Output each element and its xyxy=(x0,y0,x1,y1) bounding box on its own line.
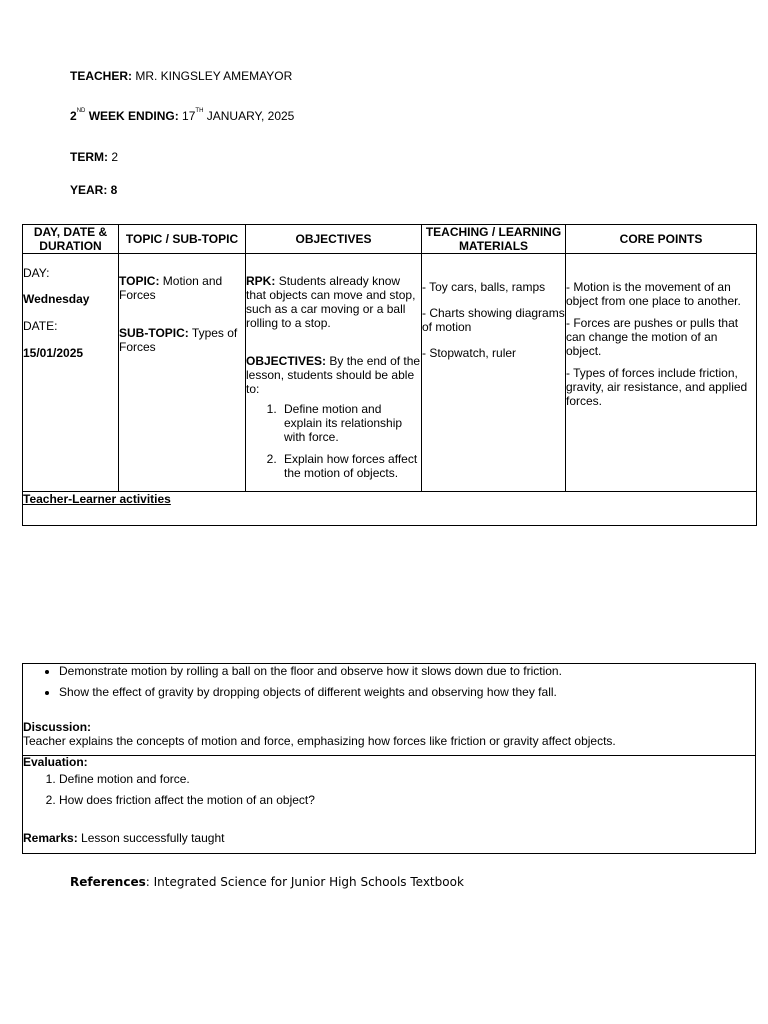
header-objectives: OBJECTIVES xyxy=(246,225,422,254)
core-point-item: - Motion is the movement of an object from one place to another. xyxy=(566,280,741,308)
week-day-suffix: TH xyxy=(195,108,204,114)
subtopic-label: SUB-TOPIC: xyxy=(119,326,189,340)
objectives-cell xyxy=(246,254,422,492)
activity-item: • Show the effect of gravity by dropping objects of different weights and observing how they fall. xyxy=(59,685,755,699)
continuation-box xyxy=(22,663,756,854)
term-line xyxy=(70,150,118,164)
topic-text xyxy=(119,274,245,302)
topic-value: Motion and Forces xyxy=(119,274,223,302)
activities-label: Teacher-Learner activities xyxy=(23,492,171,506)
evaluation-list xyxy=(23,772,315,814)
rpk-label: RPK: xyxy=(246,274,276,288)
references-line xyxy=(70,875,464,889)
objectives-label: OBJECTIVES: xyxy=(246,354,327,368)
header-day-date: DAY, DATE & DURATION xyxy=(23,225,119,254)
term-label: TERM: xyxy=(70,150,108,164)
date-label: DATE: xyxy=(23,319,58,333)
subtopic-value: Types of Forces xyxy=(119,326,238,354)
year-line xyxy=(70,183,117,197)
material-item: - Stopwatch, ruler xyxy=(422,346,517,360)
rpk-text xyxy=(246,274,421,330)
evaluation-item: 1. Define motion and force. xyxy=(59,772,315,786)
activities-cell xyxy=(23,492,757,526)
core-point-item: - Types of forces include friction, gravity, air resistance, and applied forces. xyxy=(566,366,748,408)
remarks-value: Lesson successfully taught xyxy=(81,831,225,845)
week-ending-label: WEEK ENDING: xyxy=(88,109,179,123)
header-materials: TEACHING / LEARNING MATERIALS xyxy=(422,225,566,254)
objectives-intro xyxy=(246,354,421,396)
date-value: 15/01/2025 xyxy=(23,346,84,360)
remarks-line xyxy=(23,831,224,845)
week-number: 2 xyxy=(70,109,77,123)
header-core-points: CORE POINTS xyxy=(566,225,757,254)
materials-cell xyxy=(422,254,566,492)
day-date-cell xyxy=(23,254,119,492)
references-text: : Integrated Science for Junior High Schools Textbook xyxy=(145,875,464,889)
topic-label: TOPIC: xyxy=(119,274,160,288)
rpk-value: Students already know that objects can move and stop, such as a car moving or a ball rolling to a stop. xyxy=(246,274,416,330)
material-item: - Toy cars, balls, ramps xyxy=(422,280,546,294)
discussion-label: Discussion: xyxy=(23,720,92,734)
table-header-row xyxy=(23,225,757,254)
discussion-text: Teacher explains the concepts of motion and force, emphasizing how forces like friction or gravity affect objects. xyxy=(23,734,616,748)
objectives-intro-text: By the end of the lesson, students should be able to: xyxy=(246,354,421,396)
teacher-line xyxy=(70,69,292,83)
topic-cell xyxy=(119,254,246,492)
remarks-label: Remarks: xyxy=(23,831,78,845)
week-number-suffix: ND xyxy=(76,108,86,114)
objective-item: 1. Define motion and explain its relationship with force. xyxy=(280,402,421,444)
activity-item: • Demonstrate motion by rolling a ball on the floor and observe how it slows down due to friction. xyxy=(59,664,755,678)
term-value: 2 xyxy=(111,150,119,164)
objective-item: 2. Explain how forces affect the motion of objects. xyxy=(280,452,421,480)
week-day: 17 xyxy=(182,109,196,123)
core-points-cell xyxy=(566,254,757,492)
material-item: - Charts showing diagrams of motion xyxy=(422,306,565,334)
references-label: References xyxy=(70,875,146,889)
evaluation-label: Evaluation: xyxy=(23,755,88,769)
lesson-plan-table xyxy=(22,224,757,526)
activities-list xyxy=(23,664,755,699)
evaluation-item: 2. How does friction affect the motion of an object? xyxy=(59,793,315,807)
teacher-label: TEACHER: xyxy=(70,69,132,83)
core-point-item: - Forces are pushes or pulls that can change the motion of an object. xyxy=(566,316,739,358)
table-body-row xyxy=(23,254,757,492)
year-label: YEAR: 8 xyxy=(70,183,118,197)
objectives-list xyxy=(246,402,421,480)
header-topic: TOPIC / SUB-TOPIC xyxy=(119,225,246,254)
day-value: Wednesday xyxy=(23,292,90,306)
teacher-value: MR. KINGSLEY AMEMAYOR xyxy=(135,69,293,83)
section-divider xyxy=(23,755,755,756)
week-rest: JANUARY, 2025 xyxy=(206,109,295,123)
subtopic-text xyxy=(119,326,245,354)
day-label: DAY: xyxy=(23,266,50,280)
activities-row xyxy=(23,492,757,526)
week-ending-line xyxy=(70,109,294,123)
